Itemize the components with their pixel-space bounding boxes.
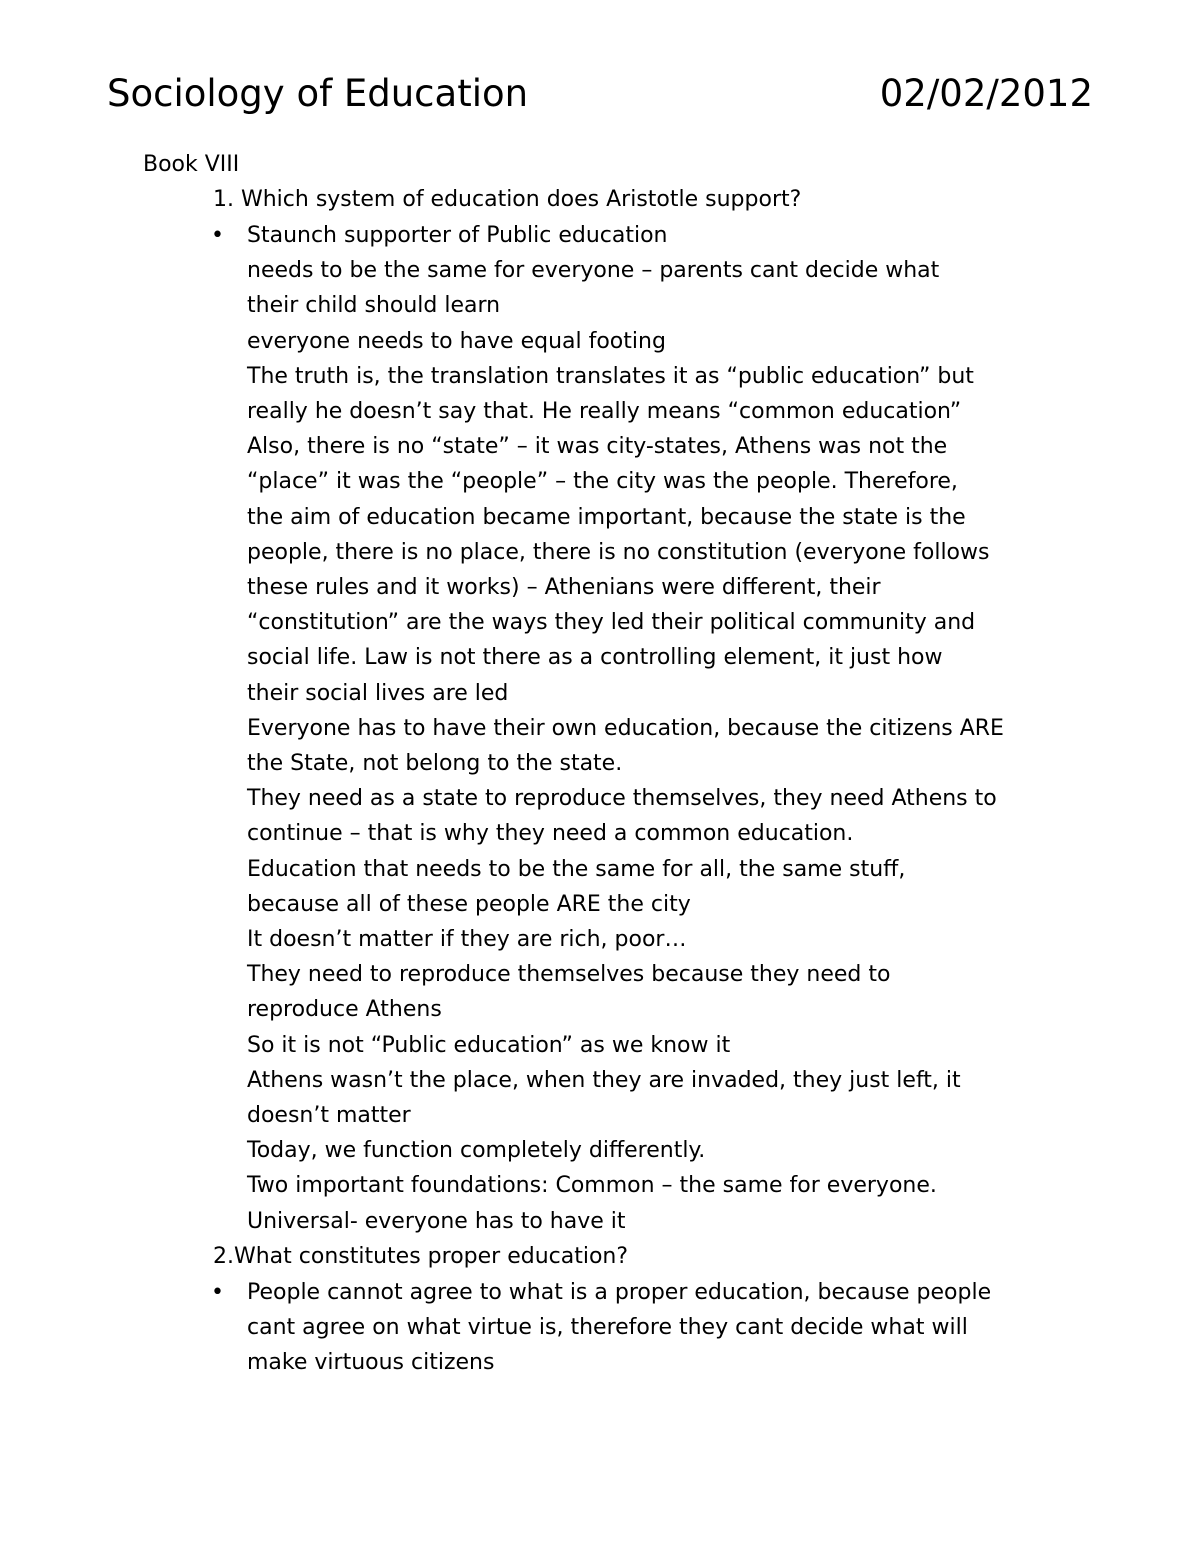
text-line: because all of these people ARE the city <box>247 891 691 917</box>
text-line: needs to be the same for everyone – parents cant decide what <box>247 258 940 284</box>
text-line: It doesn’t matter if they are rich, poor… <box>247 927 687 953</box>
text-line: cant agree on what virtue is, therefore they cant decide what will <box>247 1315 968 1341</box>
text-line: these rules and it works) – Athenians were different, their <box>247 575 881 601</box>
document-date: 02/02/2012 <box>879 72 1093 115</box>
q2-answer <box>247 1275 1077 1381</box>
q1-answer <box>247 218 1077 1239</box>
text-line: really he doesn’t say that. He really means “common education” <box>247 399 962 425</box>
text-line: their social lives are led <box>247 680 509 706</box>
text-line: Staunch supporter of Public education <box>247 223 668 248</box>
text-line: Everyone has to have their own education, because the citizens ARE <box>247 715 1004 741</box>
text-line: the State, not belong to the state. <box>247 751 623 777</box>
text-line: the aim of education became important, because the state is the <box>247 504 966 530</box>
text-line: reproduce Athens <box>247 997 442 1023</box>
bullet-icon: • <box>211 1280 224 1305</box>
text-line: their child should learn <box>247 293 501 319</box>
text-line: They need to reproduce themselves because they need to <box>247 962 891 988</box>
text-line: So it is not “Public education” as we know it <box>247 1032 731 1058</box>
text-line: Education that needs to be the same for all, the same stuff, <box>247 856 906 882</box>
document-title: Sociology of Education <box>107 72 529 115</box>
text-line: People cannot agree to what is a proper education, because people <box>247 1280 992 1305</box>
question-1: 1. Which system of education does Aristotle support? <box>213 187 802 212</box>
text-line: “place” it was the “people” – the city was the people. Therefore, <box>247 469 958 495</box>
section-label: Book VIII <box>143 152 240 177</box>
text-line: The truth is, the translation translates it as “public education” but <box>247 363 974 389</box>
text-line: people, there is no place, there is no constitution (everyone follows <box>247 539 990 565</box>
text-line: Athens wasn’t the place, when they are invaded, they just left, it <box>247 1067 961 1093</box>
text-line: Also, there is no “state” – it was city-states, Athens was not the <box>247 434 948 460</box>
text-line: They need as a state to reproduce themselves, they need Athens to <box>247 786 997 812</box>
bullet-icon: • <box>211 223 224 248</box>
text-line: doesn’t matter <box>247 1103 411 1129</box>
text-line: Today, we function completely differently. <box>247 1138 706 1164</box>
text-line: Universal- everyone has to have it <box>247 1208 626 1234</box>
text-line: make virtuous citizens <box>247 1350 495 1376</box>
text-line: “constitution” are the ways they led their political community and <box>247 610 976 636</box>
question-2: 2.What constitutes proper education? <box>213 1244 629 1269</box>
text-line: everyone needs to have equal footing <box>247 328 666 354</box>
text-line: continue – that is why they need a common education. <box>247 821 854 847</box>
text-line: social life. Law is not there as a controlling element, it just how <box>247 645 943 671</box>
text-line: Two important foundations: Common – the same for everyone. <box>247 1173 937 1199</box>
